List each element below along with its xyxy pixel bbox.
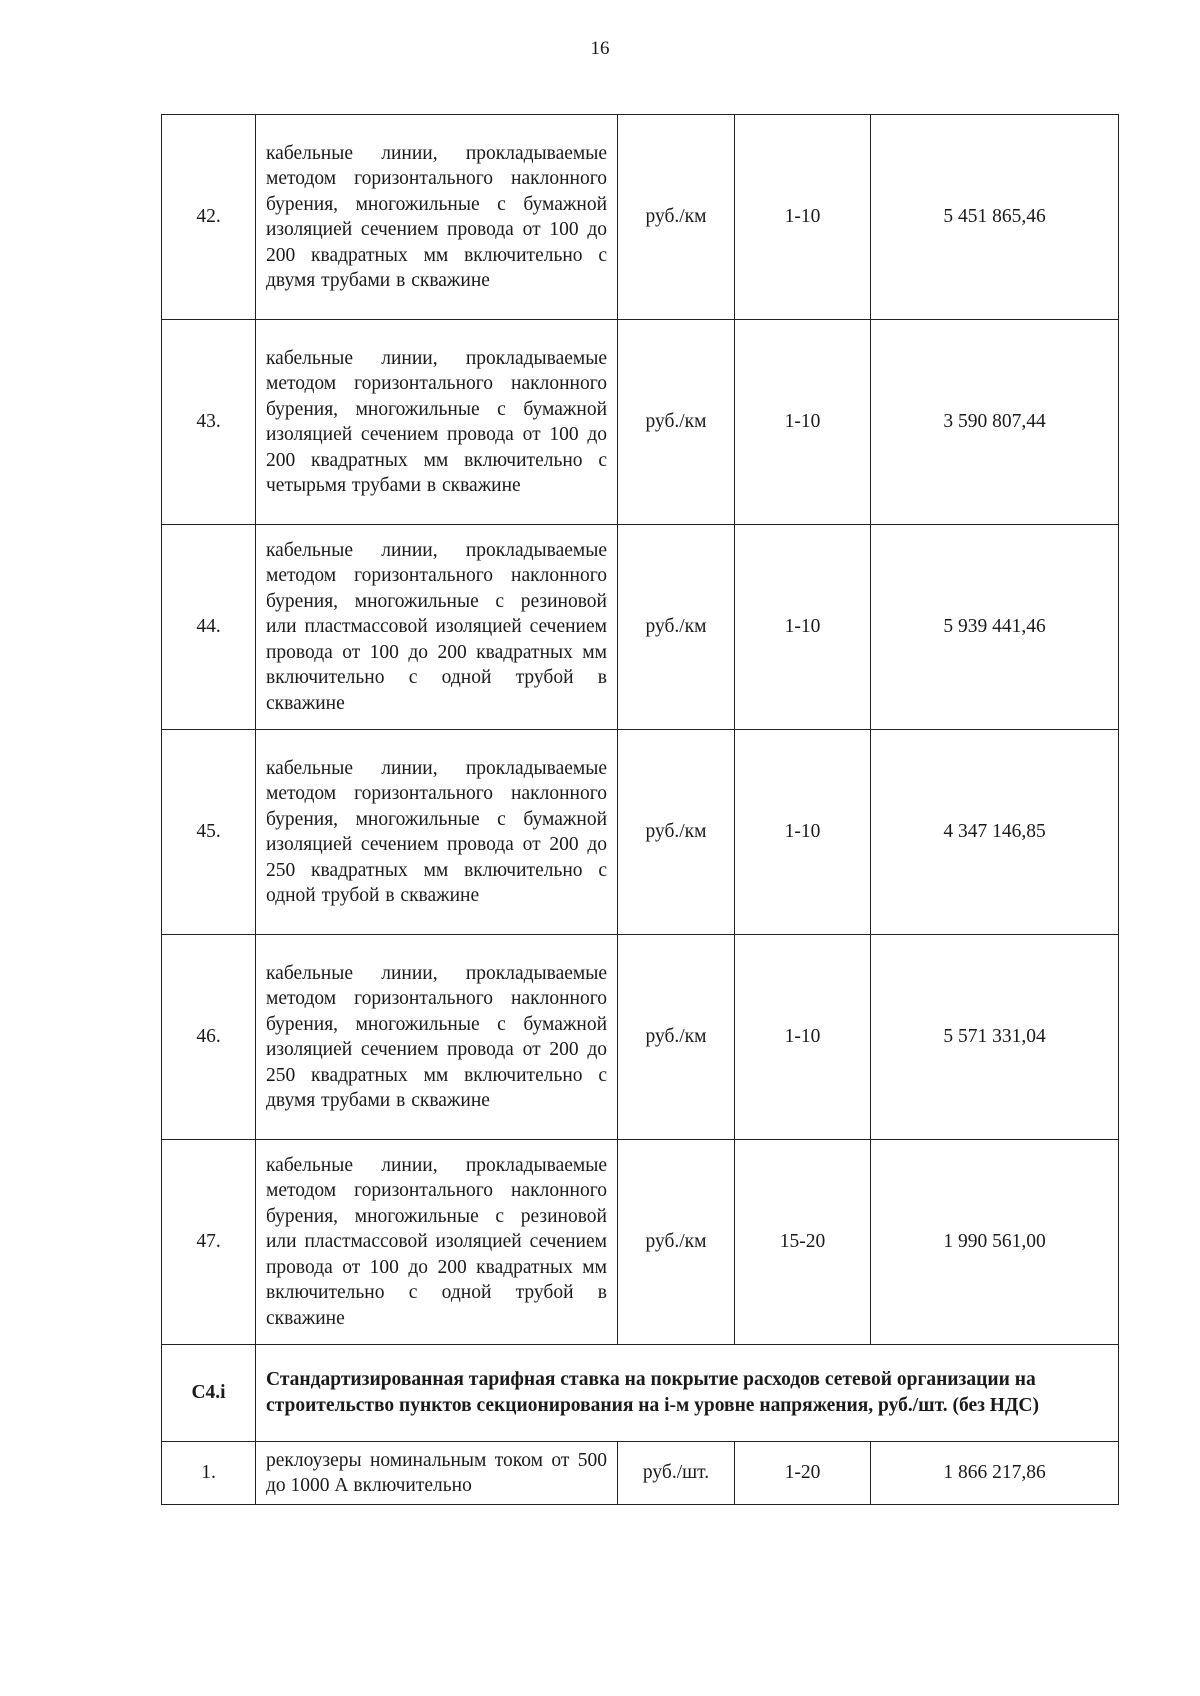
row-value: 5 939 441,46 bbox=[871, 525, 1119, 730]
section-header-row bbox=[162, 1345, 1119, 1442]
tariff-table bbox=[161, 114, 1119, 1505]
row-value: 3 590 807,44 bbox=[871, 320, 1119, 525]
table-row bbox=[162, 1442, 1119, 1505]
row-number: 43. bbox=[162, 320, 256, 525]
row-number: 46. bbox=[162, 935, 256, 1140]
row-unit: руб./км bbox=[618, 1140, 735, 1345]
row-range: 1-10 bbox=[735, 935, 871, 1140]
row-value: 4 347 146,85 bbox=[871, 730, 1119, 935]
table-row bbox=[162, 935, 1119, 1140]
row-number: 1. bbox=[162, 1442, 256, 1505]
row-number: 45. bbox=[162, 730, 256, 935]
table-row bbox=[162, 730, 1119, 935]
row-number: 42. bbox=[162, 115, 256, 320]
row-description: кабельные линии, прокладываемые методом горизонтального наклонного бурения, многожильные с резиновой или пластмассовой изоляцией сечением провода от 100 до 200 квадратных мм включительно с одной трубой в скважине bbox=[266, 1154, 607, 1329]
row-description: кабельные линии, прокладываемые методом горизонтального наклонного бурения, многожильные с бумажной изоляцией сечением провода от 100 до 200 квадратных мм включительно с четырьмя трубами в скважине bbox=[266, 347, 607, 496]
table-row bbox=[162, 115, 1119, 320]
row-description: кабельные линии, прокладываемые методом горизонтального наклонного бурения, многожильные с бумажной изоляцией сечением провода от 100 до 200 квадратных мм включительно с двумя трубами в скважине bbox=[266, 142, 607, 291]
row-value: 1 866 217,86 bbox=[871, 1442, 1119, 1505]
page-number: 16 bbox=[590, 38, 610, 59]
section-code: С4.i bbox=[162, 1345, 256, 1442]
table-row bbox=[162, 320, 1119, 525]
row-range: 1-10 bbox=[735, 730, 871, 935]
row-range: 1-10 bbox=[735, 115, 871, 320]
row-unit: руб./км bbox=[618, 730, 735, 935]
row-number: 44. bbox=[162, 525, 256, 730]
row-description: кабельные линии, прокладываемые методом горизонтального наклонного бурения, многожильные с бумажной изоляцией сечением провода от 200 до 250 квадратных мм включительно с одной трубой в скважине bbox=[266, 757, 607, 906]
row-range: 1-10 bbox=[735, 525, 871, 730]
table-row bbox=[162, 525, 1119, 730]
row-value: 5 571 331,04 bbox=[871, 935, 1119, 1140]
row-range: 1-10 bbox=[735, 320, 871, 525]
row-unit: руб./шт. bbox=[618, 1442, 735, 1505]
row-unit: руб./км bbox=[618, 115, 735, 320]
row-description: кабельные линии, прокладываемые методом горизонтального наклонного бурения, многожильные с бумажной изоляцией сечением провода от 200 до 250 квадратных мм включительно с двумя трубами в скважине bbox=[266, 962, 607, 1111]
table-row bbox=[162, 1140, 1119, 1345]
row-range: 15-20 bbox=[735, 1140, 871, 1345]
row-number: 47. bbox=[162, 1140, 256, 1345]
section-title: Стандартизированная тарифная ставка на покрытие расходов сетевой организации на строительство пунктов секционирования на i-м уровне напряжения, руб./шт. (без НДС) bbox=[256, 1345, 1119, 1442]
row-value: 5 451 865,46 bbox=[871, 115, 1119, 320]
row-range: 1-20 bbox=[735, 1442, 871, 1505]
row-value: 1 990 561,00 bbox=[871, 1140, 1119, 1345]
row-unit: руб./км bbox=[618, 320, 735, 525]
row-unit: руб./км bbox=[618, 935, 735, 1140]
row-description: реклоузеры номинальным током от 500 до 1000 А включительно bbox=[256, 1442, 618, 1505]
row-unit: руб./км bbox=[618, 525, 735, 730]
row-description: кабельные линии, прокладываемые методом горизонтального наклонного бурения, многожильные с резиновой или пластмассовой изоляцией сечением провода от 100 до 200 квадратных мм включительно с одной трубой в скважине bbox=[266, 539, 607, 714]
